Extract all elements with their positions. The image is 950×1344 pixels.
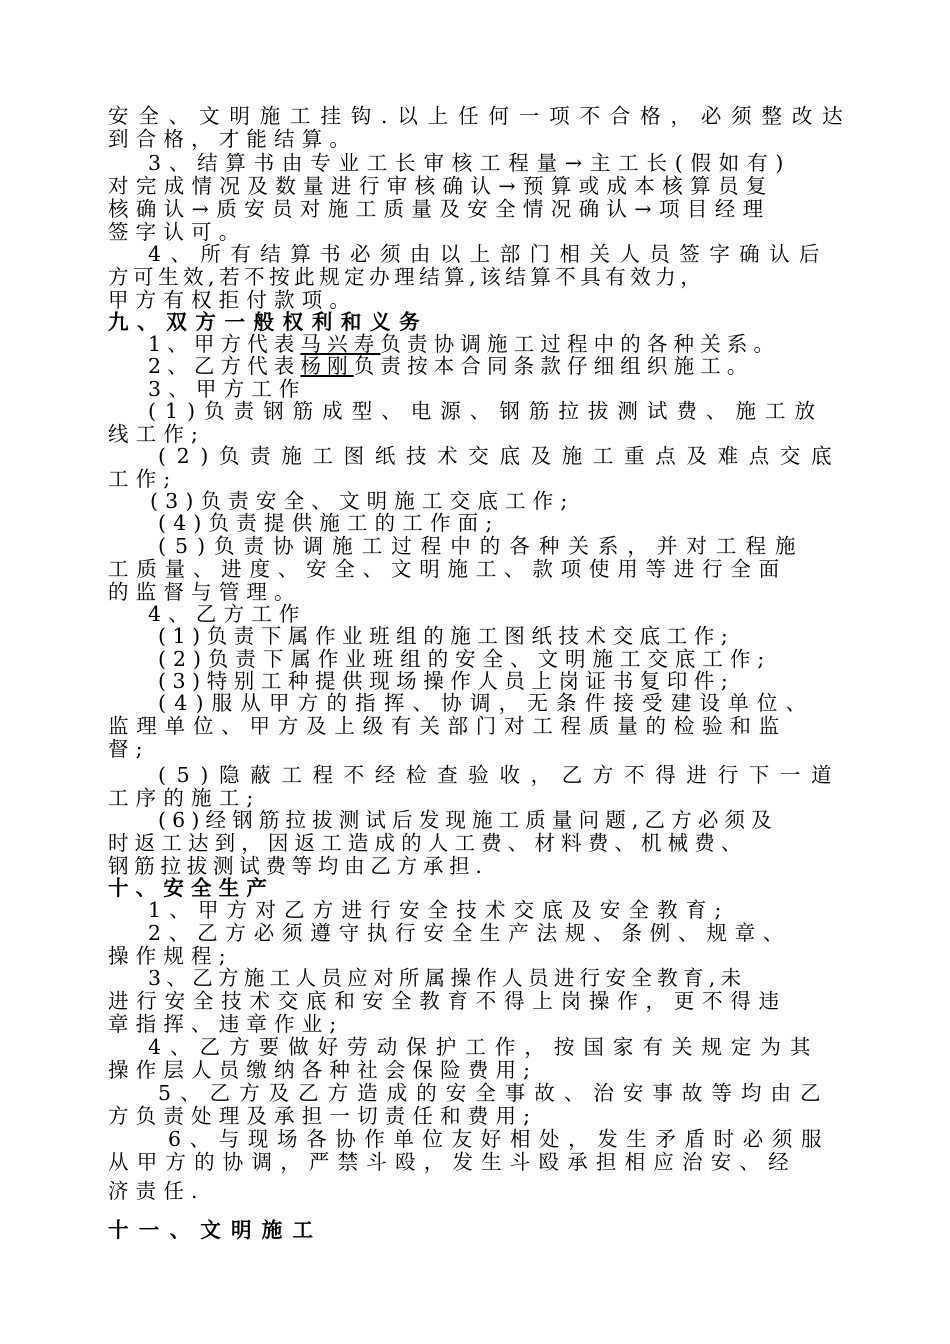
text-line: 工作; — [108, 467, 178, 491]
party-b-representative: 杨刚 — [300, 354, 354, 378]
text-line: 的监督与管理。 — [108, 580, 302, 604]
text-line: 操作层人员缴纳各种社会保险费用; — [108, 1058, 538, 1082]
text-line: 1、甲方对乙方进行安全技术交底及安全教育; — [148, 898, 730, 922]
text-line: 工序的施工; — [108, 786, 261, 810]
text-line: 2、乙方必须遵守执行安全生产法规、条例、规章、 — [148, 921, 792, 945]
text-line: 工质量、进度、安全、文明施工、款项使用等进行全面 — [108, 557, 787, 581]
text-line: 到合格，才能结算。 — [108, 127, 358, 151]
text-line: 核确认→质安员对施工质量及安全情况确认→项目经理 — [108, 197, 771, 221]
text-line: (1)负责下属作业班组的施工图纸技术交底工作; — [158, 624, 735, 648]
text-line: 对完成情况及数量进行审核确认→预算或成本核算员复 — [108, 174, 774, 198]
text-line: 济责任. — [108, 1179, 205, 1203]
text-line: 4、乙方工作 — [148, 602, 307, 626]
party-a-representative: 马兴寿 — [300, 332, 381, 356]
text-line: (2)负责施工图纸技术交底及施工重点及难点交底 — [158, 444, 843, 468]
text-line: 时返工达到，因返工造成的人工费、材料费、机械费、 — [108, 831, 748, 855]
text-line: 5、乙方及乙方造成的安全事故、治安事故等均由乙 — [158, 1081, 830, 1105]
text-line: 章指挥、违章作业; — [108, 1012, 344, 1036]
text-line: 3、甲方工作 — [148, 377, 307, 401]
text-line: 监理单位、甲方及上级有关部门对工程质量的检验和监 — [108, 714, 787, 738]
text-line: 甲方有权拒付款项。 — [108, 288, 358, 312]
text-line: (3)特别工种提供现场操作人员上岗证书复印件; — [158, 669, 735, 693]
text-line: 2、乙方代表杨刚负责按本合同条款仔细组织施工。 — [148, 354, 754, 378]
text-line: (2)负责下属作业班组的安全、文明施工交底工作; — [158, 647, 772, 671]
text-line: 3、结算书由专业工长审核工程量→主工长(假如有) — [148, 151, 792, 175]
text-line: 6、与现场各协作单位友好相处，发生矛盾时必须服 — [168, 1127, 831, 1151]
text-line: 钢筋拉拔测试费等均由乙方承担. — [108, 854, 488, 878]
text-line: 1、甲方代表马兴寿负责协调施工过程中的各种关系。 — [148, 332, 781, 356]
text-line: (3)负责安全、文明施工交底工作; — [150, 489, 575, 513]
text-line: 方可生效,若不按此规定办理结算,该结算不具有效力， — [108, 265, 706, 289]
text-line: 4、所有结算书必须由以上部门相关人员签字确认后 — [148, 242, 829, 266]
text-line: (5)隐蔽工程不经检查验收，乙方不得进行下一道 — [158, 763, 843, 787]
text-line: 签字认可。 — [108, 220, 247, 244]
section-heading: 九、双方一般权利和义务 — [108, 310, 429, 334]
text-line: 3、乙方施工人员应对所属操作人员进行安全教育,未 — [148, 966, 747, 990]
text-line: 方负责处理及承担一切责任和费用; — [108, 1104, 538, 1128]
text-line: (4)负责提供施工的工作面; — [158, 511, 500, 535]
text-line: 从甲方的协调，严禁斗殴，发生斗殴承担相应治安、经 — [108, 1150, 797, 1174]
text-line: (4)服从甲方的指挥、协调，无条件接受建设单位、 — [158, 691, 815, 715]
text-line: (6)经钢筋拉拔测试后发现施工质量问题,乙方必须及 — [158, 808, 778, 832]
text-line: 安全、文明施工挂钩.以上任何一项不合格，必须整改达 — [108, 104, 853, 128]
text-line: (5)负责协调施工过程中的各种关系，并对工程施 — [158, 534, 805, 558]
text-line: 督; — [108, 737, 150, 761]
section-heading: 十、安全生产 — [108, 876, 275, 900]
text-line: 操作规程; — [108, 944, 233, 968]
text-line: 进行安全技术交底和安全教育不得上岗操作，更不得违 — [108, 989, 787, 1013]
text-line: (1)负责钢筋成型、电源、钢筋拉拔测试费、施工放 — [148, 399, 825, 423]
text-line: 4、乙方要做好劳动保护工作，按国家有关规定为其 — [148, 1035, 820, 1059]
text-line: 线工作; — [108, 422, 206, 446]
section-heading: 十一、文明施工 — [108, 1218, 324, 1242]
